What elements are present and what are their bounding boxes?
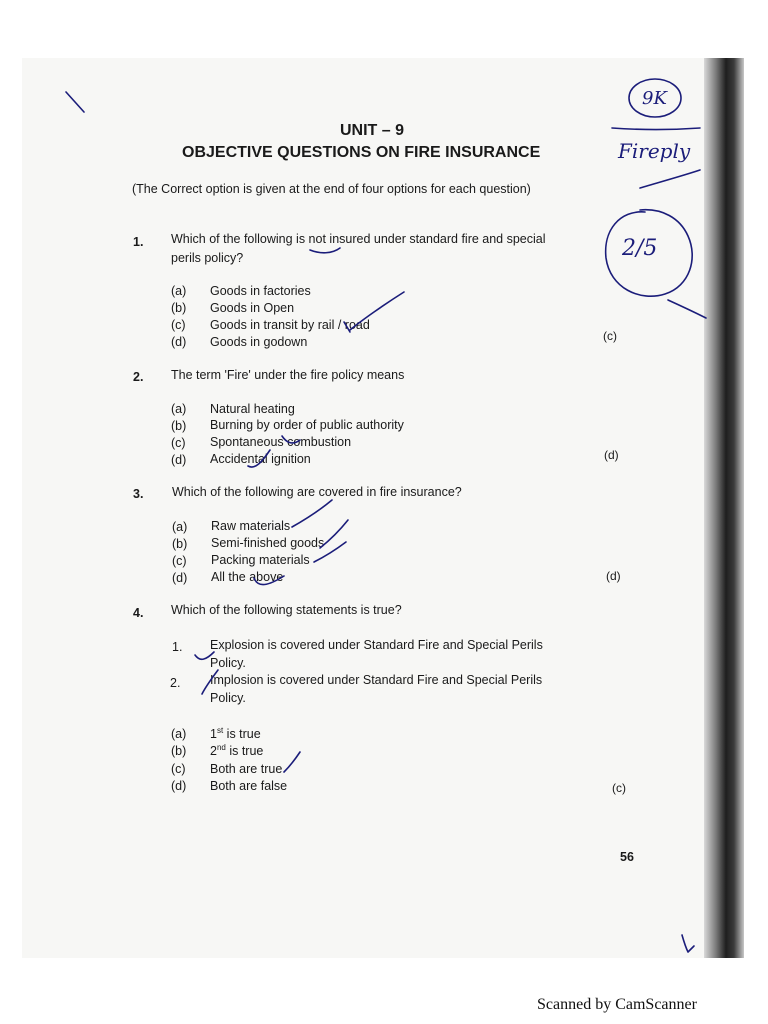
q1-option-a: Goods in factories (210, 284, 311, 298)
q4-option-d-letter: (d) (171, 779, 187, 793)
q4-statement-2: Implosion is covered under Standard Fire and Special Perils (210, 673, 543, 687)
q2-tick (248, 450, 270, 467)
q2-option-a: Natural heating (210, 402, 295, 416)
q3-option-b-letter: (b) (172, 537, 188, 551)
q1-option-b: Goods in Open (210, 301, 295, 315)
scanner-footer: Scanned by CamScanner (537, 996, 697, 1013)
q1-option-a-letter: (a) (171, 284, 187, 298)
question-1-text: Which of the following is not insured under standard fire and special (171, 232, 546, 246)
corner-smudge-mark (66, 92, 84, 112)
bottom-check-mark (682, 935, 694, 952)
q4-statement-2-number: 2. (170, 676, 181, 690)
q3-option-d: All the above (211, 570, 284, 584)
q3-answer: (d) (606, 569, 621, 583)
q1-answer: (c) (603, 329, 617, 343)
q3-tick-c (314, 542, 346, 562)
q2-option-a-letter: (a) (171, 402, 187, 416)
word-underline-mark (640, 170, 700, 188)
handwritten-score: 2/5 (622, 236, 658, 261)
question-2-number: 2. (133, 370, 144, 384)
q1-option-c-letter: (c) (171, 318, 186, 332)
q4-option-b: 2nd is true (210, 743, 264, 759)
q4-option-a: 1st is true (210, 726, 261, 742)
q3-tick-a (292, 500, 332, 527)
q1-option-b-letter: (b) (171, 301, 187, 315)
question-1-number: 1. (133, 235, 144, 249)
q3-option-c-letter: (c) (172, 554, 187, 568)
q4-option-d: Both are false (210, 779, 288, 793)
q1-option-d-letter: (d) (171, 335, 187, 349)
handwritten-word: Fireply (618, 139, 691, 163)
question-1-text-cont: perils policy? (171, 251, 244, 265)
question-3-text: Which of the following are covered in fire insurance? (172, 485, 462, 499)
title-underline-mark (612, 128, 700, 130)
q2-option-b: Burning by order of public authority (210, 418, 404, 432)
instructions-note: (The Correct option is given at the end of four options for each question) (132, 182, 531, 196)
q4-stmt1-tick (195, 652, 214, 659)
q1-option-d: Goods in godown (210, 335, 308, 349)
q4-statement-2-cont: Policy. (210, 691, 246, 705)
page-number: 56 (620, 850, 634, 864)
question-4-number: 4. (133, 606, 144, 620)
q2-answer: (d) (604, 448, 619, 462)
q4-statement-1: Explosion is covered under Standard Fire and Special Perils (210, 638, 543, 652)
page-title: OBJECTIVE QUESTIONS ON FIRE INSURANCE (182, 144, 541, 161)
circled-mark-text: 9K (642, 88, 667, 109)
q2-option-b-letter: (b) (171, 419, 187, 433)
q1-tick (350, 292, 404, 330)
q3-option-a-letter: (a) (172, 520, 188, 534)
q4-answer: (c) (612, 781, 626, 795)
q1-option-c: Goods in transit by rail / road (210, 318, 370, 332)
q2-option-d: Accidental ignition (210, 452, 311, 466)
q3-option-d-letter: (d) (172, 571, 188, 585)
q3-option-b: Semi-finished goods (211, 536, 325, 550)
question-3-number: 3. (133, 487, 144, 501)
q4-option-c-letter: (c) (171, 762, 186, 776)
q4-option-a-letter: (a) (171, 727, 187, 741)
question-4-text: Which of the following statements is true? (171, 603, 402, 617)
q4-answer-tick (284, 752, 300, 772)
q2-option-d-letter: (d) (171, 453, 187, 467)
question-2-text: The term 'Fire' under the fire policy means (171, 368, 405, 382)
q2-option-c-letter: (c) (171, 436, 186, 450)
q3-tick-d (254, 576, 284, 585)
q4-statement-1-number: 1. (172, 640, 183, 654)
q3-option-c: Packing materials (211, 553, 310, 567)
q3-option-a: Raw materials (211, 519, 291, 533)
q4-stmt2-tick (202, 670, 218, 694)
q1-underline (310, 248, 340, 253)
q4-option-b-letter: (b) (171, 744, 187, 758)
q4-option-c: Both are true (210, 762, 283, 776)
unit-heading: UNIT – 9 (340, 122, 405, 139)
q4-statement-1-cont: Policy. (210, 656, 246, 670)
q2-option-c: Spontaneous combustion (210, 435, 352, 449)
